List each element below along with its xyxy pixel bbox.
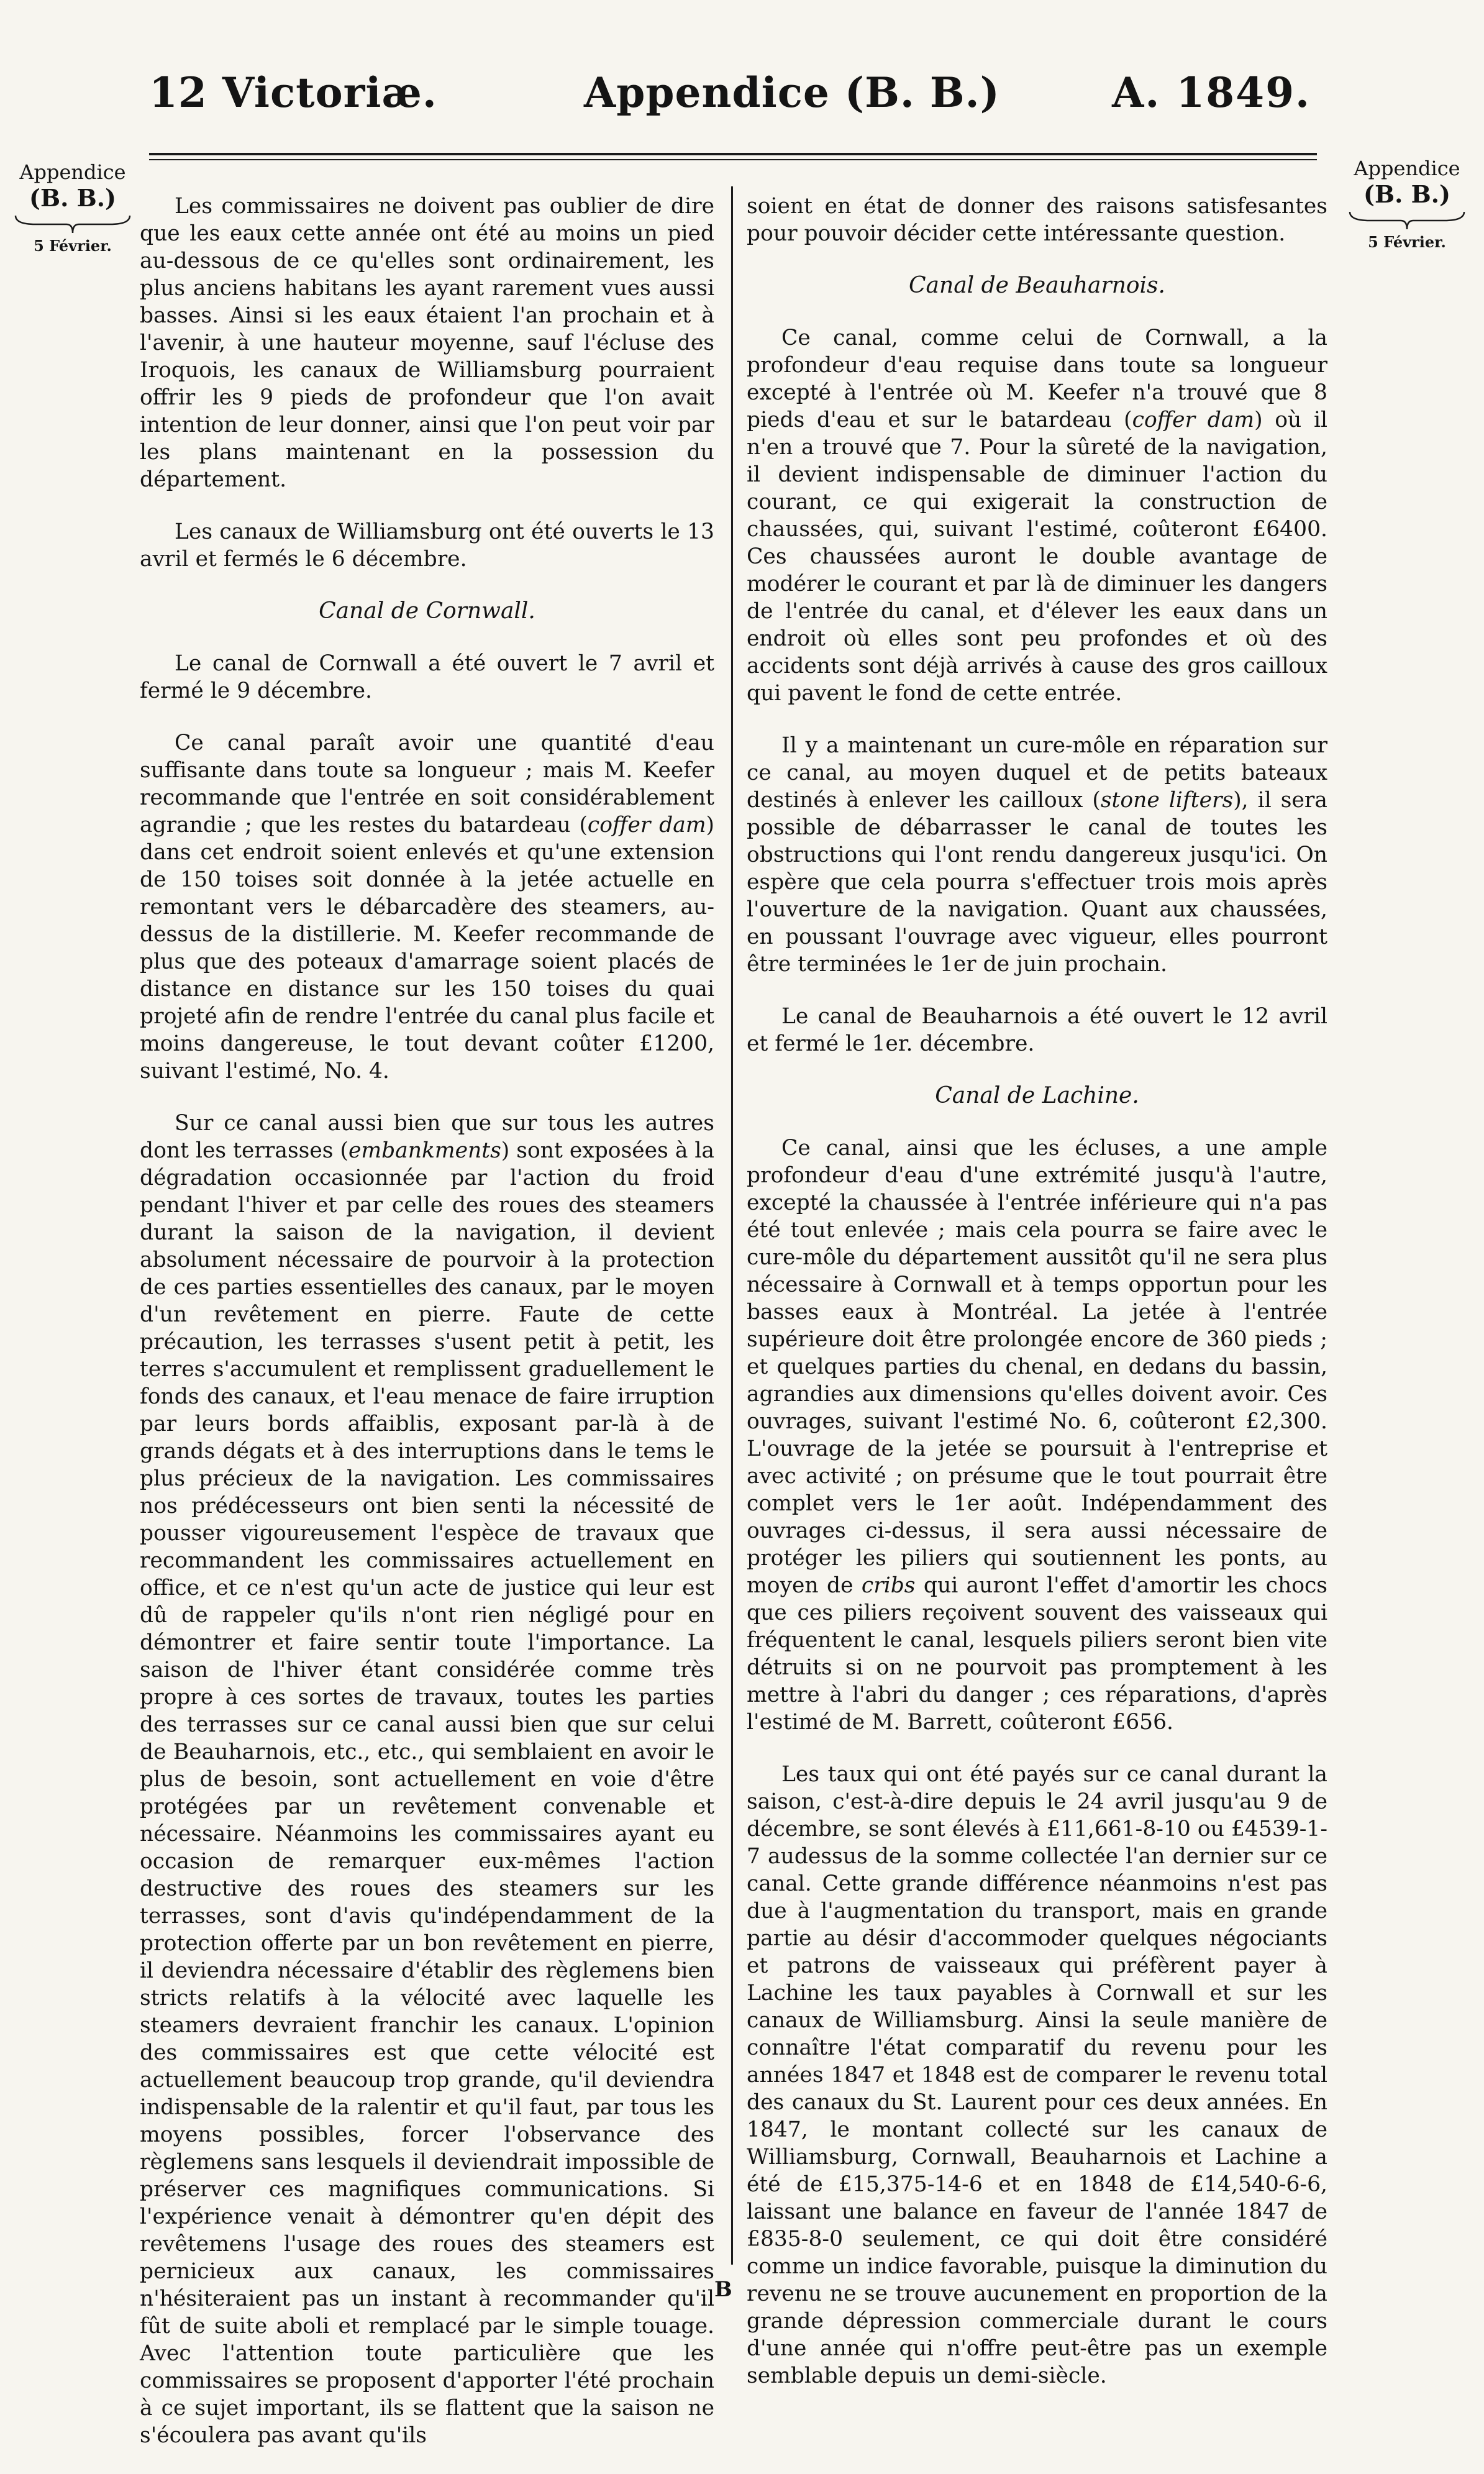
header-rule-thin — [149, 159, 1317, 160]
signature-mark: B — [714, 2277, 732, 2302]
paragraph — [747, 324, 1327, 707]
text-run: ) dans cet endroit soient enlevés et qu'une extension de 150 toises soit donnée à la jetée actuelle en remontant vers le débarcadère des steamers, au-dessus de la distillerie. M. Keefer recommande de plus que des poteaux d'amarrage soient placés de distance en distance sur les 150 toises du quai projeté afin de rendre l'entrée du canal plus facile et moins dangereuse, le tout devant coûter £1200, suivant l'estimé, No. 4. — [140, 813, 715, 1084]
year-label: A. 1849. — [1112, 68, 1311, 117]
paragraph — [140, 729, 714, 1085]
paragraph — [140, 1110, 714, 2449]
text-run: ) où il n'en a trouvé que 7. Pour la sûreté de la navigation, il devient indispensable de diminuer l'action du courant, ce qui exigerait la construction de chaussées, qui, suivant l'estimé, coûteront £6400. Ces chaussées auront le double avantage de modérer le courant et par là de diminuer les dangers de l'entrée du canal, et d'élever les eaux dans un endroit où elles sont peu profondes et où des accidents sont déjà arrivés à cause des gros cailloux qui pavent le fond de cette entrée. — [747, 408, 1328, 706]
italic-term: coffer dam — [587, 813, 706, 838]
text-run: Ce canal, ainsi que les écluses, a une ample profondeur d'eau d'une extrémité jusqu'à l'autre, excepté la chaussée à l'entrée inférieure qui n'a pas été tout enlevée ; mais cela pourra se faire avec le cure-môle du département aussitôt qu'il ne sera plus nécessaire à Cornwall et à temps opportun pour les basses eaux à Montréal. La jetée à l'entrée supérieure doit être prolongée encore de 360 pieds ; et quelques parties du chenal, en dedans du bassin, agrandies aux dimensions qu'elles doivent avoir. Ces ouvrages, suivant l'estimé No. 6, coûteront £2,300. L'ouvrage de la jetée se poursuit à l'entreprise et avec activité ; on présume que le tout pourrait être complet vers le 1er août. Indépendamment des ouvrages ci-dessus, il sera aussi nécessaire de protéger les piliers qui soutiennent les ponts, au moyen de — [747, 1136, 1327, 1598]
paragraph — [747, 732, 1327, 978]
text-run: ) sont exposées à la dégradation occasionnée par l'action du froid pendant l'hiver et par celle des roues des steamers durant la saison de la navigation, il devient absolument nécessaire de pourvoir à la protection de ces parties essentielles des canaux, par le moyen d'un revêtement en pierre. Faute de cette précaution, les terrasses s'usent petit à petit, les terres s'accumulent et remplissent graduellement le fonds des canaux, et l'eau menace de faire irruption par leurs bords affaiblis, exposant par-là à de grands dégats et à des interruptions dans le tems le plus précieux de la navigation. Les commissaires nos prédécesseurs ont bien senti la nécessité de pousser vigoureusement l'espèce de travaux que recommandent les commissaires actuellement en office, et ce n'est qu'un acte de justice qui leur est dû de rappeler qu'ils n'ont rien négligé pour en démontrer et faire sentir toute l'importance. La saison de l'hiver étant considérée comme très propre à ces sortes de travaux, toutes les parties des terrasses sur ce canal aussi bien que sur celui de Beauharnois, etc., etc., qui semblaient en avoir le plus de besoin, sont actuellement en voie d'être protégées par un revêtement convenable et nécessaire. Néanmoins les commissaires ayant eu occasion de remarquer eux-mêmes l'action destructive des roues des steamers sur les terrasses, sont d'avis qu'indépendamment de la protection offerte par un bon revêtement en pierre, il deviendra nécessaire d'établir des règlemens bien stricts relatifs à la vélocité avec laquelle les steamers devraient franchir les canaux. L'opinion des commissaires est que cette vélocité est actuellement beaucoup trop grande, qu'il deviendra indispensable de la ralentir et qu'il faut, par tous les moyens possibles, forcer l'observance des règlemens sans lesquels il deviendrait impossible de préserver ces magnifiques communications. Si l'expérience venait à démontrer qu'en dépit des revêtemens l'usage des roues des steamers est pernicieux aux canaux, les commissaires n'hésiteraient pas un instant à recommander qu'il fût de suite aboli et remplacé par le simple touage. Avec l'attention toute particulière que les commissaires se proposent d'apporter l'été prochain à ce sujet important, ils se flattent que la saison ne s'écoulera pas avant qu'ils — [140, 1138, 714, 2448]
italic-term: coffer dam — [1132, 408, 1255, 432]
margin-note-date: 5 Février. — [1368, 233, 1446, 251]
paragraph: Les commissaires ne doivent pas oublier de dire que les eaux cette année ont été au moins un pied au-dessous de ce qu'elles sont ordinairement, les plus anciens habitans les ayant rarement vues aussi basses. Ainsi si les eaux étaient l'an prochain et à l'avenir, à une hauteur moyenne, sauf l'écluse des Iroquois, les canaux de Williamsburg pourraient offrir les 9 pieds de profondeur que l'on avait intention de leur donner, ainsi que l'on peut voir par les plans maintenant en la possession du département. — [140, 194, 714, 492]
italic-term: cribs — [861, 1573, 916, 1598]
right-column — [747, 193, 1327, 2414]
text-run: Sur ce canal aussi bien que sur tous les autres dont les terrasses ( — [140, 1111, 714, 1163]
appendix-title: Appendice (B. B.) — [584, 68, 1000, 117]
margin-note-date: 5 Février. — [34, 237, 112, 255]
brace-icon — [7, 212, 138, 237]
margin-note-left — [7, 160, 138, 255]
paragraph: Le canal de Beauharnois a été ouvert le 12 avril et fermé le 1er. décembre. — [747, 1004, 1327, 1056]
running-head — [143, 62, 1323, 124]
column-divider — [731, 186, 733, 2265]
paragraph-continued: soient en état de donner des raisons satisfesantes pour pouvoir décider cette intéressante question. — [747, 194, 1327, 246]
section-heading-beauharnois: Canal de Beauharnois. — [909, 273, 1165, 298]
italic-term: stone lifters — [1100, 788, 1234, 813]
margin-note-label: Appendice — [19, 160, 126, 184]
left-column — [140, 193, 714, 2474]
text-run: Ce canal, comme celui de Cornwall, a la profondeur d'eau requise dans toute sa longueur excepté à l'entrée où M. Keefer n'a trouvé que 8 pieds d'eau et sur le batardeau ( — [747, 326, 1327, 432]
paragraph — [747, 1134, 1327, 1736]
paragraph: Le canal de Cornwall a été ouvert le 7 avril et fermé le 9 décembre. — [140, 651, 714, 703]
margin-note-right — [1342, 157, 1472, 251]
regnal-year: 12 Victoriæ. — [149, 68, 437, 117]
text-run: Ce canal paraît avoir une quantité d'eau suffisante dans toute sa longueur ; mais M. Keefer recommande que l'entrée en soit considérablement agrandie ; que les restes du batardeau ( — [140, 731, 714, 838]
section-heading-lachine: Canal de Lachine. — [935, 1083, 1139, 1108]
brace-icon — [1342, 208, 1472, 233]
text-run: Il y a maintenant un cure-môle en réparation sur ce canal, au moyen duquel et de petits bateaux destinés à enlever les cailloux ( — [747, 733, 1327, 813]
paragraph: Les canaux de Williamsburg ont été ouverts le 13 avril et fermés le 6 décembre. — [140, 519, 714, 572]
section-heading-cornwall: Canal de Cornwall. — [319, 598, 535, 624]
margin-note-code: (B. B.) — [1363, 180, 1450, 208]
text-run: qui auront l'effet d'amortir les chocs que ces piliers reçoivent souvent des vaisseaux qui fréquentent le canal, lesquels piliers seront bien vite détruits si on ne pourvoit pas promptement à les mettre à l'abri du danger ; ces réparations, d'après l'estimé de M. Barrett, coûteront £656. — [747, 1573, 1327, 1735]
margin-note-label: Appendice — [1354, 157, 1460, 180]
margin-note-code: (B. B.) — [29, 184, 116, 212]
text-run: ), il sera possible de débarrasser le canal de toutes les obstructions qui l'ont rendu dangereux jusqu'ici. On espère que cela pourra s'effectuer trois mois après l'ouverture de la navigation. Quant aux chaussées, en poussant l'ouvrage avec vigueur, elles pourront être terminées le 1er de juin prochain. — [747, 788, 1327, 977]
paragraph: Les taux qui ont été payés sur ce canal durant la saison, c'est-à-dire depuis le 24 avril jusqu'au 9 de décembre, se sont élevés à £11,661-8-10 ou £4539-1-7 audessus de la somme collectée l'an dernier sur ce canal. Cette grande différence néanmoins n'est pas due à l'augmentation du transport, mais en grande partie au désir d'accommoder quelques négociants et patrons de vaisseaux qui préfèrent payer à Lachine les taux payables à Cornwall et sur les canaux de Williamsburg. Ainsi la seule manière de connaître l'état comparatif du revenu pour les années 1847 et 1848 est de comparer le revenu total des canaux du St. Laurent pour ces deux années. En 1847, le montant collecté sur les canaux de Williamsburg, Cornwall, Beauharnois et Lachine a été de £15,375-14-6 et en 1848 de £14,540-6-6, laissant une balance en faveur de l'année 1847 de £835-8-0 seulement, ce qui doit être considéré comme un indice favorable, puisque la diminution du revenu ne se trouve aucunement en proportion de la grande dépression commerciale durant le cours d'une année qui n'offre peut-être pas un exemple semblable depuis un demi-siècle. — [747, 1762, 1327, 2388]
italic-term: embankments — [348, 1138, 501, 1163]
header-rule — [149, 153, 1317, 155]
